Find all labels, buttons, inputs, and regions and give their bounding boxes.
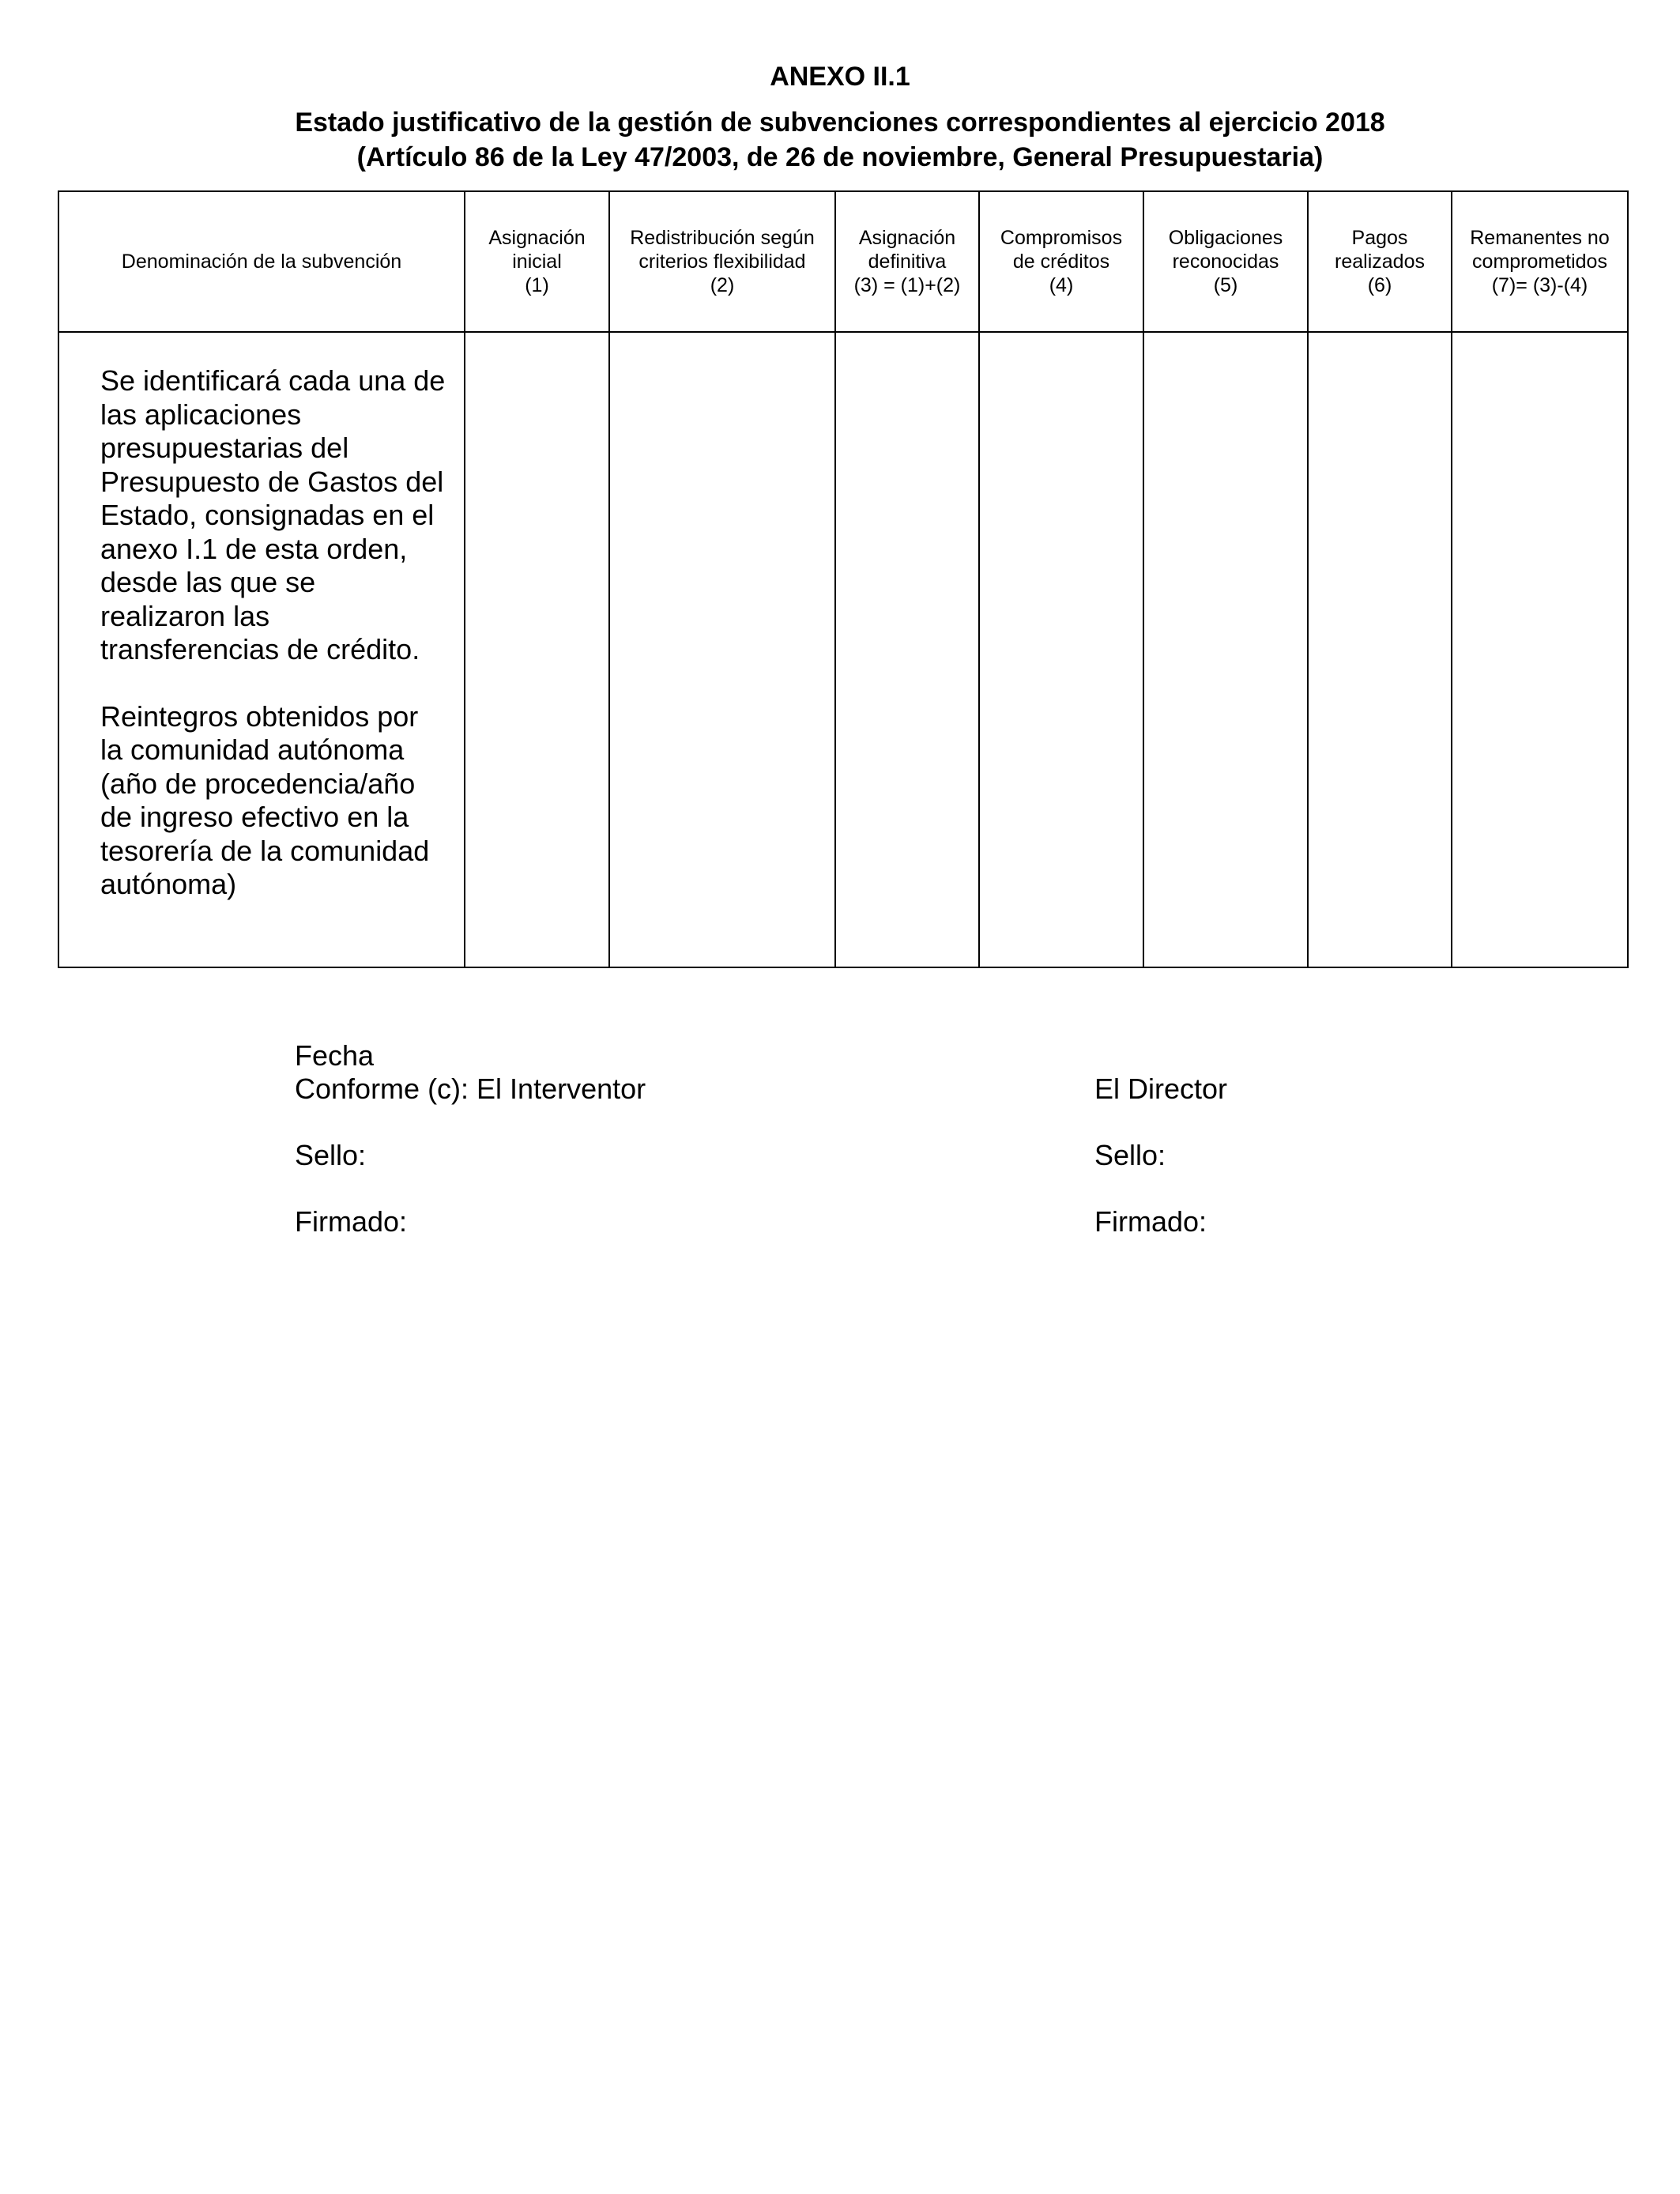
column-header-compromisos bbox=[979, 191, 1143, 332]
remanentes-cell bbox=[1452, 332, 1628, 967]
column-header-line: Pagos bbox=[1351, 227, 1408, 249]
reintegros-paragraph: Reintegros obtenidos por la comunidad autónoma (año de procedencia/año de ingreso efectivo en la tesorería de la comunidad autónoma) bbox=[100, 699, 430, 900]
denominacion-cell bbox=[58, 332, 465, 967]
column-header-line: Denominación de la subvención bbox=[121, 251, 402, 273]
document-title: Estado justificativo de la gestión de subvenciones correspondientes al ejercicio 2018 bbox=[295, 107, 1385, 138]
seal-label: Sello: bbox=[1094, 1139, 1166, 1171]
asignacion-definitiva-cell bbox=[835, 332, 979, 967]
column-header-line: (1) bbox=[525, 274, 549, 296]
compromisos-cell bbox=[979, 332, 1143, 967]
signed-label: Firmado: bbox=[295, 1205, 408, 1238]
obligaciones-cell bbox=[1143, 332, 1308, 967]
annex-title: ANEXO II.1 bbox=[770, 62, 910, 92]
asignacion-inicial-cell bbox=[465, 332, 609, 967]
column-header-asignacion-definitiva bbox=[835, 191, 979, 332]
redistribucion-cell bbox=[609, 332, 835, 967]
table-row bbox=[58, 332, 1628, 967]
column-header-line: definitiva bbox=[868, 251, 947, 273]
column-header-pagos bbox=[1308, 191, 1452, 332]
column-header-line: reconocidas bbox=[1172, 251, 1279, 273]
column-header-line: de créditos bbox=[1012, 251, 1110, 273]
column-header-line: (2) bbox=[710, 274, 735, 296]
column-header-line: Remanentes no bbox=[1470, 227, 1610, 249]
column-header-line: criterios flexibilidad bbox=[638, 251, 806, 273]
document-subtitle: (Artículo 86 de la Ley 47/2003, de 26 de noviembre, General Presupuestaria) bbox=[356, 142, 1324, 172]
signed-label: Firmado: bbox=[1094, 1205, 1207, 1238]
column-header-redistribucion bbox=[609, 191, 835, 332]
column-header-line: Asignación bbox=[858, 227, 956, 249]
column-header-line: (4) bbox=[1049, 274, 1074, 296]
column-header-remanentes bbox=[1452, 191, 1628, 332]
signature-block-left bbox=[295, 1039, 646, 1238]
interventor-role: Conforme (c): El Interventor bbox=[295, 1072, 646, 1105]
column-header-line: inicial bbox=[512, 251, 562, 273]
column-header-line: (6) bbox=[1367, 274, 1392, 296]
column-header-line: comprometidos bbox=[1472, 251, 1607, 273]
table-header-row bbox=[58, 191, 1628, 332]
subsidy-table bbox=[58, 190, 1629, 968]
date-label: Fecha bbox=[295, 1039, 375, 1072]
seal-label: Sello: bbox=[295, 1139, 367, 1171]
column-header-line: Asignación bbox=[488, 227, 586, 249]
denominacion-description bbox=[59, 333, 464, 902]
column-header-line: realizados bbox=[1335, 251, 1425, 273]
pagos-cell bbox=[1308, 332, 1452, 967]
column-header-line: Redistribución según bbox=[630, 227, 815, 249]
instruction-paragraph: Se identificará cada una de las aplicaciones presupuestarias del Presupuesto de Gastos del Estado, consignadas en el anexo I.1 de esta orden, desde las que se realizaron las transferencias de crédito. bbox=[100, 364, 446, 665]
column-header-asignacion-inicial bbox=[465, 191, 609, 332]
column-header-denominacion bbox=[58, 191, 465, 332]
director-role: El Director bbox=[1094, 1072, 1228, 1105]
column-header-line: (7)= (3)-(4) bbox=[1491, 274, 1588, 296]
column-header-line: (5) bbox=[1213, 274, 1238, 296]
signature-block-right bbox=[1094, 1072, 1227, 1238]
column-header-line: (3) = (1)+(2) bbox=[853, 274, 961, 296]
column-header-line: Compromisos bbox=[1000, 227, 1123, 249]
column-header-obligaciones bbox=[1143, 191, 1308, 332]
column-header-line: Obligaciones bbox=[1168, 227, 1283, 249]
